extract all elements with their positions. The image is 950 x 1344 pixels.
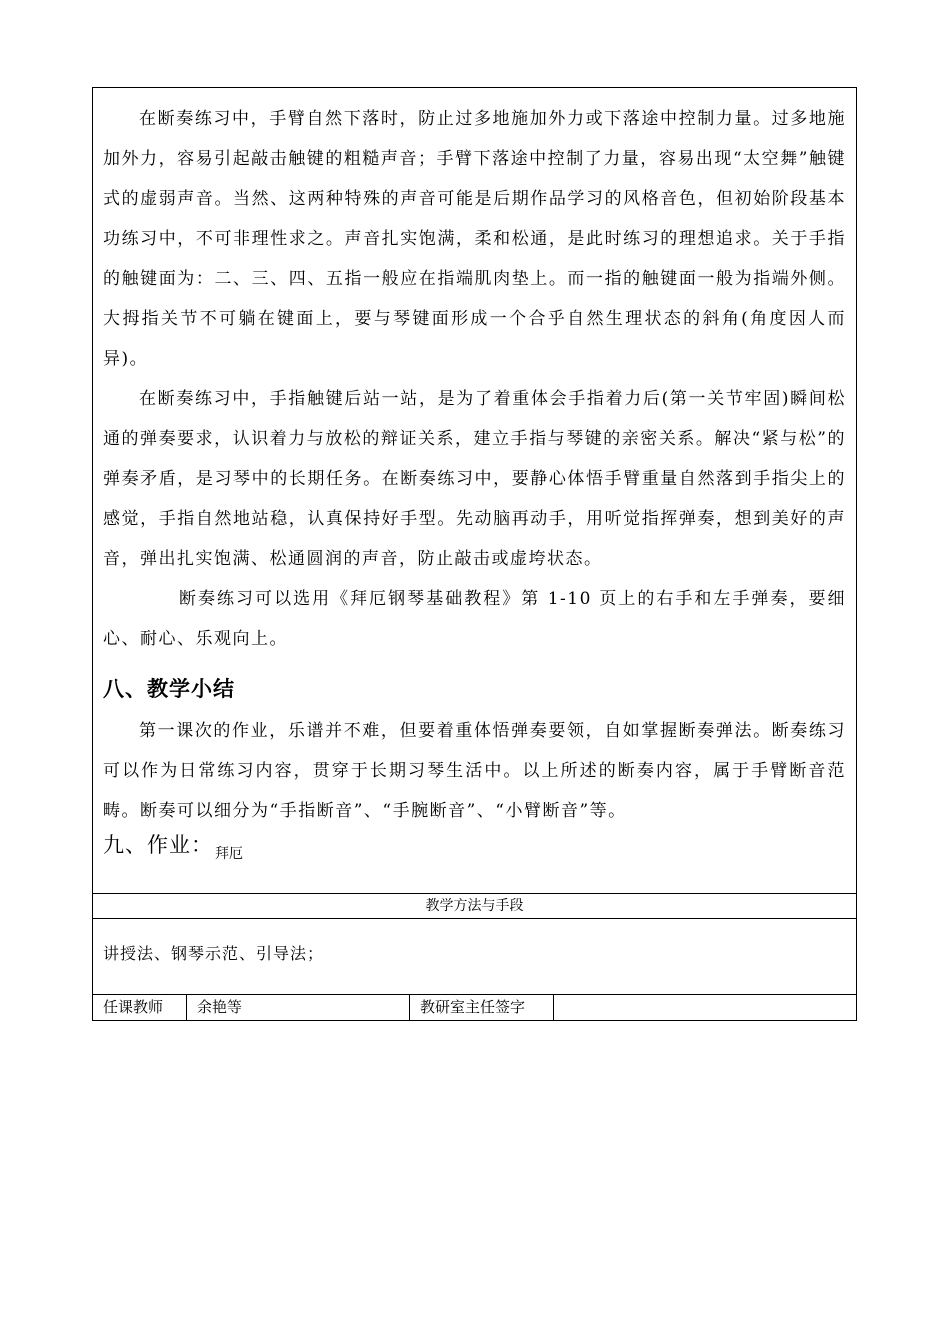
- paragraph-detached-arm-drop: 在断奏练习中，手臂自然下落时，防止过多地施加外力或下落途中控制力量。过多地施加外力，容易引起敲击触键的粗糙声音；手臂下落途中控制了力量，容易出现“太空舞”触键式的虚弱声音。当然、这两种特殊的声音可能是后期作品学习的风格音色，但初始阶段基本功练习中，不可非理性求之。声音扎实饱满，柔和松通，是此时练习的理想追求。关于手指的触键面为：二、三、四、五指一般应在指端肌肉垫上。而一指的触键面一般为指端外侧。大拇指关节不可躺在键面上，要与琴键面形成一个合乎自然生理状态的斜角(角度因人而异)。: [103, 109, 846, 369]
- homework-value: 拜厄: [215, 846, 243, 862]
- paragraph-practice-material: 断奏练习可以选用《拜厄钢琴基础教程》第 1-10 页上的右手和左手弹奏，要细心、耐心、乐观向上。: [103, 589, 846, 649]
- director-signature-field[interactable]: [554, 995, 856, 1020]
- methods-body: 讲授法、钢琴示范、引导法；: [93, 919, 856, 995]
- summary-text: 第一课次的作业，乐谱并不难，但要着重体悟弹奏要领，自如掌握断奏弹法。断奏练习可以作为日常练习内容，贯穿于长期习琴生活中。以上所述的断奏内容，属于手臂断音范畴。断奏可以细分为“手指断音”、“手腕断音”、“小臂断音”等。: [103, 721, 846, 821]
- signature-row: [93, 995, 856, 1020]
- lesson-content-cell: [93, 88, 856, 894]
- summary-heading: 八、教学小结: [103, 676, 235, 701]
- director-signature-label: 教研室主任签字: [410, 995, 554, 1020]
- lesson-plan-table: [92, 87, 857, 1021]
- paragraph-finger-standing: 在断奏练习中，手指触键后站一站，是为了着重体会手指着力后(第一关节牢固)瞬间松通的弹奏要求，认识着力与放松的辩证关系，建立手指与琴键的亲密关系。解决“紧与松”的弹奏矛盾，是习琴中的长期任务。在断奏练习中，要静心体悟手臂重量自然落到手指尖上的感觉，手指自然地站稳，认真保持好手型。先动脑再动手，用听觉指挥弹奏，想到美好的声音，弹出扎实饱满、松通圆润的声音，防止敲击或虚垮状态。: [103, 389, 846, 569]
- homework-heading: 九、作业：: [103, 833, 213, 857]
- teacher-value: 余艳等: [187, 995, 410, 1020]
- teacher-label: 任课教师: [93, 995, 187, 1020]
- methods-header: 教学方法与手段: [93, 894, 856, 919]
- homework-line: [103, 825, 846, 868]
